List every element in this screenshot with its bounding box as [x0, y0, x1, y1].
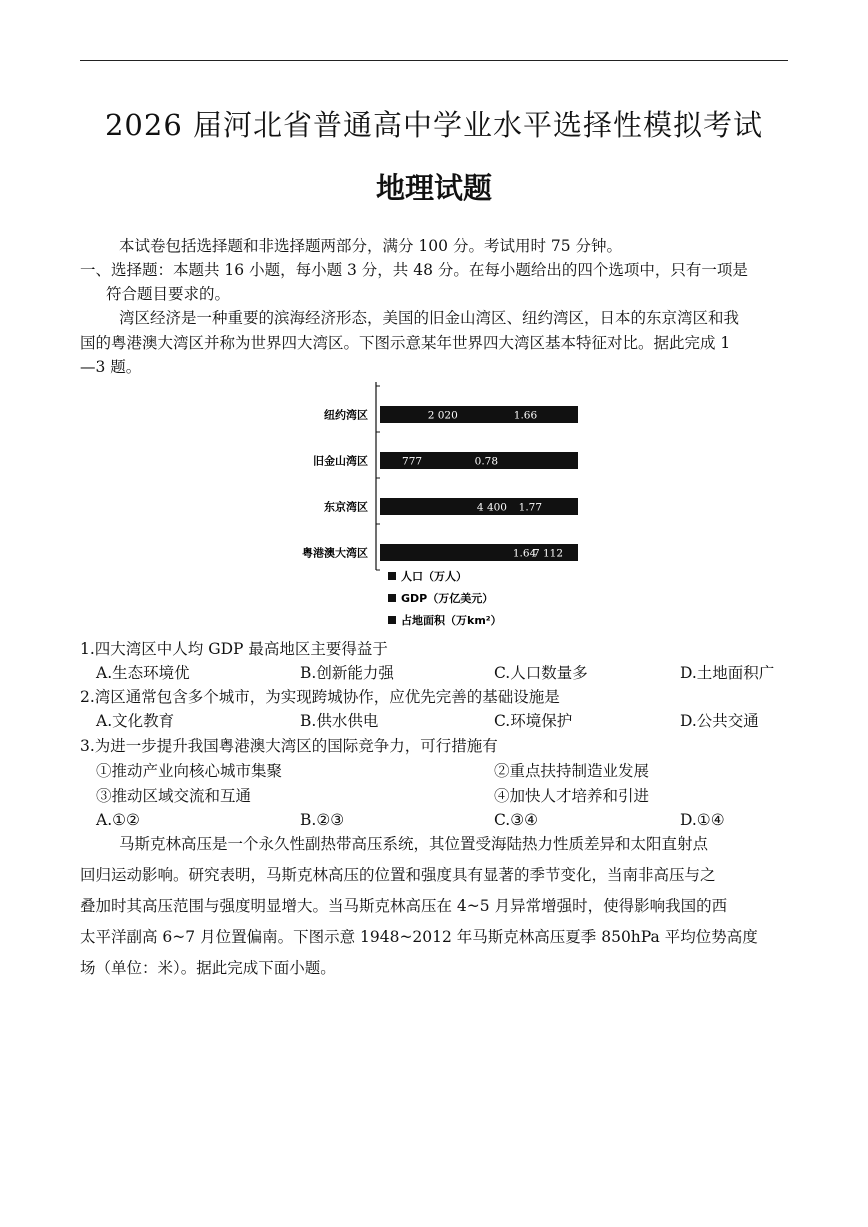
top-rule	[80, 60, 788, 61]
chart-data-label-population: 4 400	[476, 501, 507, 514]
intro-text: 本试卷包括选择题和非选择题两部分，满分 100 分。考试用时 75 分钟。	[119, 237, 623, 255]
page-subtitle: 地理试题	[375, 171, 492, 205]
chart-bar	[380, 406, 578, 423]
question-1-option-a: A.生态环境优	[96, 664, 190, 682]
question-3-option-d: D.①④	[680, 811, 725, 829]
chart-data-label-population: 2 020	[427, 409, 458, 422]
chart-data-label-gdp: 1.64	[512, 547, 537, 560]
chart-category-label: 东京湾区	[324, 500, 368, 514]
chart-data-label-gdp: 1.66	[513, 409, 538, 422]
chart-legend-label: 人口（万人）	[401, 570, 467, 583]
chart-legend-swatch	[388, 572, 396, 580]
section-heading-line2: 符合题目要求的。	[106, 285, 231, 303]
chart-category-label: 粤港澳大湾区	[302, 546, 368, 560]
passage2-line3: 叠加时其高压范围与强度明显增大。当马斯克林高压在 4~5 月异常增强时，使得影响我国的西	[80, 897, 728, 915]
chart-data-label-population: 777	[402, 455, 423, 468]
question-3-item-4: ④加快人才培养和引进	[494, 787, 650, 805]
page-title: 2026 届河北省普通高中学业水平选择性模拟考试	[104, 108, 764, 142]
question-3-item-3: ③推动区域交流和互通	[96, 787, 252, 805]
question-1-option-c: C.人口数量多	[494, 664, 588, 682]
passage1-line1: 湾区经济是一种重要的滨海经济形态，美国的旧金山湾区、纽约湾区，日本的东京湾区和我	[119, 309, 740, 327]
question-3-option-b: B.②③	[300, 811, 345, 829]
passage1-line2: 国的粤港澳大湾区并称为世界四大湾区。下图示意某年世界四大湾区基本特征对比。据此完成 1	[80, 334, 731, 352]
question-3-item-1: ①推动产业向核心城市集聚	[96, 762, 283, 780]
chart-category-label: 旧金山湾区	[313, 454, 368, 468]
section-heading-line1: 一、选择题：本题共 16 小题，每小题 3 分，共 48 分。在每小题给出的四个选项中，只有一项是	[80, 261, 748, 279]
question-1-stem: 1.四大湾区中人均 GDP 最高地区主要得益于	[80, 640, 388, 658]
question-2-option-c: C.环境保护	[494, 712, 573, 730]
chart-data-label-gdp: 1.77	[518, 501, 543, 514]
question-2-stem: 2.湾区通常包含多个城市，为实现跨城协作，应优先完善的基础设施是	[80, 688, 560, 706]
question-3-option-c: C.③④	[494, 811, 539, 829]
passage2-line2: 回归运动影响。研究表明，马斯克林高压的位置和强度具有显著的季节变化，当南非高压与之	[80, 866, 716, 884]
passage1-line3: —3 题。	[80, 358, 142, 376]
question-3-option-a: A.①②	[96, 811, 140, 829]
question-3-item-2: ②重点扶持制造业发展	[494, 762, 650, 780]
question-2-option-d: D.公共交通	[680, 712, 759, 730]
question-2-option-a: A.文化教育	[96, 712, 175, 730]
passage2-line1: 马斯克林高压是一个永久性副热带高压系统，其位置受海陆热力性质差异和太阳直射点	[119, 835, 709, 853]
chart-legend-swatch	[388, 616, 396, 624]
question-2-option-b: B.供水供电	[300, 712, 379, 730]
chart-legend-swatch	[388, 594, 396, 602]
chart-category-label: 纽约湾区	[324, 408, 368, 422]
chart-legend-label: 占地面积（万km²）	[401, 614, 502, 627]
passage2-line4: 太平洋副高 6~7 月位置偏南。下图示意 1948~2012 年马斯克林高压夏季 850hPa 平均位势高度	[80, 928, 758, 946]
question-1-option-b: B.创新能力强	[300, 664, 394, 682]
chart-data-label-population: 7 112	[532, 547, 564, 560]
chart-legend-label: GDP（万亿美元）	[401, 592, 494, 605]
passage2-line5: 场（单位：米）。据此完成下面小题。	[80, 959, 336, 977]
bay-area-bar-chart	[270, 380, 610, 630]
question-3-stem: 3.为进一步提升我国粤港澳大湾区的国际竞争力，可行措施有	[80, 737, 498, 755]
question-1-option-d: D.土地面积广	[680, 664, 775, 682]
chart-data-label-gdp: 0.78	[474, 455, 499, 468]
